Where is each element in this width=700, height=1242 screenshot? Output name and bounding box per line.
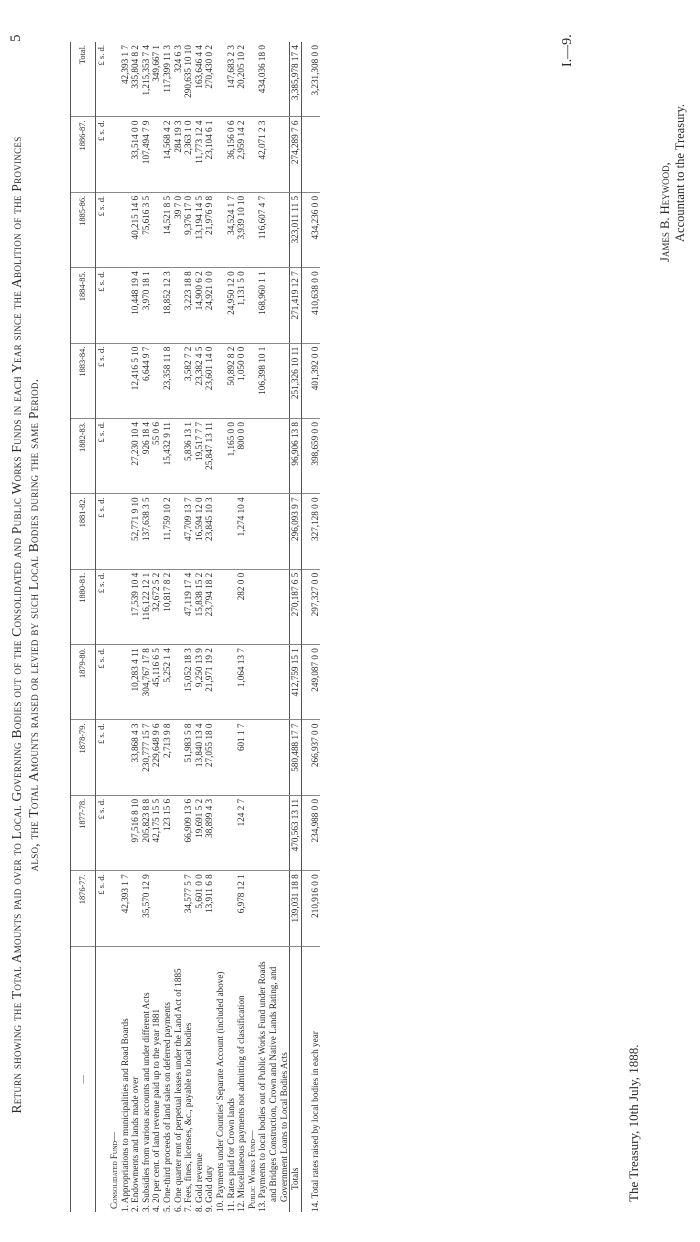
value-cell [257,720,289,795]
rates-label: 14. Total rates raised by local bodies in each year [309,1031,320,1212]
column-header: 1880-81. [71,569,96,644]
value-cell [173,418,184,493]
value-cell: 926 18 4 [141,418,152,493]
table-row [120,42,131,1212]
units-cell: £ s. d. [96,268,110,343]
value-cell: 19,691 5 2 [194,795,205,870]
rates-cell: 210,916 0 0 [301,871,320,946]
section-public-works: Public Works Fund— [246,1130,257,1209]
total-cell: 251,326 10 11 [290,343,302,418]
value-cell: 116,122 12 1 [141,569,152,644]
value-cell: 800 0 0 [236,418,247,493]
units-cell: £ s. d. [96,871,110,946]
units-cell: £ s. d. [96,343,110,418]
value-cell: 15,052 18 3 [183,645,194,720]
rates-cell: 234,988 0 0 [301,795,320,870]
value-cell: 601 1 7 [236,720,247,795]
table-row [151,42,162,1212]
value-cell: 10,817 8 2 [162,569,173,644]
value-cell [215,268,226,343]
rates-cell: 410,638 0 0 [301,268,320,343]
totals-label: Totals [290,946,302,1212]
value-cell: 2,363 1 0 [183,117,194,192]
value-cell [226,720,237,795]
column-header: 1878-79. [71,720,96,795]
value-cell: 24,921 0 0 [204,268,215,343]
value-cell: 116,607 4 7 [257,192,289,267]
blank-cell [247,42,258,117]
value-cell: 75,616 3 5 [141,192,152,267]
value-cell [215,42,226,117]
units-cell: £ s. d. [96,192,110,267]
value-cell: 15,432 9 11 [162,418,173,493]
value-cell [215,117,226,192]
value-cell: 42,175 15 5 [151,795,162,870]
value-cell: 14,568 4 2 [162,117,173,192]
units-cell: £ s. d. [96,569,110,644]
value-cell: 51,983 5 8 [183,720,194,795]
value-cell [226,494,237,569]
value-cell [257,645,289,720]
value-cell: 19,517 7 7 [194,418,205,493]
value-cell: 117,399 11 3 [162,42,173,117]
units-cell: £ s. d. [96,645,110,720]
value-cell: 124 2 7 [236,795,247,870]
value-cell [257,494,289,569]
value-cell [173,795,184,870]
totals-row [290,42,302,1212]
value-cell [151,871,162,946]
value-cell: 34,524 1 7 [226,192,237,267]
page-number: 5 [8,34,24,42]
table-row [226,42,237,1212]
blank-cell [247,343,258,418]
units-row [96,42,110,1212]
value-cell: 38,899 4 3 [204,795,215,870]
rates-row [301,42,320,1212]
value-cell [120,268,131,343]
blank-cell [109,268,120,343]
value-cell [151,117,162,192]
value-cell: 1,050 0 0 [236,343,247,418]
value-cell: 107,494 7 9 [141,117,152,192]
value-cell: 147,683 2 3 [226,42,237,117]
value-cell: 25,847 13 11 [204,418,215,493]
row-label: 10. Payments under Counties' Separate Account (included above) [214,971,225,1212]
units-cell: £ s. d. [96,418,110,493]
value-cell: 3,970 18 1 [141,268,152,343]
units-spacer [96,946,110,1212]
value-cell [215,720,226,795]
value-cell [257,871,289,946]
rates-cell: 249,087 0 0 [301,645,320,720]
value-cell: 106,398 10 1 [257,343,289,418]
value-cell [173,720,184,795]
units-cell: £ s. d. [96,494,110,569]
table-row [204,42,215,1212]
rates-cell [301,117,320,192]
title-line-2: also, the Total Amounts raised or levied by such Local Bodies during the same Period. [26,378,41,872]
value-cell: 282 0 0 [236,569,247,644]
row-label: 7. Fees, fines, licenses, &c., payable to local bodies [183,1022,194,1212]
total-cell: 296,093 9 7 [290,494,302,569]
value-cell: 434,036 18 0 [257,42,289,117]
value-cell [120,795,131,870]
table-row [215,42,226,1212]
row-label: 1. Appropriations to municipalities and Road Boards [119,1018,130,1212]
value-cell [173,494,184,569]
value-cell: 349,667 1 [151,42,162,117]
value-cell: 3,582 7 2 [183,343,194,418]
value-cell: 290,635 10 10 [183,42,194,117]
value-cell: 47,709 13 7 [183,494,194,569]
value-cell: 13,840 13 4 [194,720,205,795]
value-cell [151,268,162,343]
blank-cell [109,795,120,870]
value-cell [120,720,131,795]
value-cell [120,117,131,192]
value-cell [173,268,184,343]
blank-cell [109,720,120,795]
value-cell [120,494,131,569]
value-cell: 205,823 8 8 [141,795,152,870]
value-cell: 42,071 2 3 [257,117,289,192]
value-cell: 42,393 1 7 [120,42,131,117]
value-cell [215,418,226,493]
table-row [257,42,289,1212]
value-cell: 20,205 10 2 [236,42,247,117]
blank-cell [109,42,120,117]
value-cell: 230,777 15 7 [141,720,152,795]
value-cell: 10,448 19 4 [130,268,141,343]
blank-cell [109,871,120,946]
value-cell [120,645,131,720]
value-cell [215,871,226,946]
value-cell: 36,156 0 6 [226,117,237,192]
value-cell: 39 7 0 [173,192,184,267]
value-cell: 2,959 14 2 [236,117,247,192]
value-cell: 55 0 6 [151,418,162,493]
value-cell: 27,055 18 0 [204,720,215,795]
value-cell: 21,971 19 2 [204,645,215,720]
total-cell: 412,759 15 1 [290,645,302,720]
rates-cell: 434,236 0 0 [301,192,320,267]
value-cell: 97,516 8 10 [130,795,141,870]
value-cell: 168,960 1 1 [257,268,289,343]
blank-cell [247,418,258,493]
blank-cell [247,871,258,946]
value-cell [257,418,289,493]
blank-cell [247,720,258,795]
total-cell: 270,187 6 5 [290,569,302,644]
signatory-title: Accountant to the Treasury. [673,103,687,242]
column-header: Total. [71,42,96,117]
blank-cell [109,192,120,267]
value-cell: 2,713 9 8 [162,720,173,795]
value-cell: 11,773 12 4 [194,117,205,192]
value-cell: 23,104 6 1 [204,117,215,192]
value-cell: 45,116 6 5 [151,645,162,720]
value-cell: 50,892 8 2 [226,343,237,418]
value-cell: 42,393 1 7 [120,871,131,946]
value-cell: 163,646 4 4 [194,42,205,117]
row-label: 12. Miscellaneous payments not admitting of classification [236,995,247,1212]
value-cell [173,569,184,644]
blank-cell [247,494,258,569]
value-cell: 335,804 8 2 [130,42,141,117]
value-cell: 15,838 15 2 [194,569,205,644]
blank-cell [247,645,258,720]
column-header: 1884-85. [71,268,96,343]
blank-cell [109,569,120,644]
value-cell: 34,577 5 7 [183,871,194,946]
signature-block [658,104,688,282]
total-cell: 274,289 7 6 [290,117,302,192]
blank-cell [247,268,258,343]
value-cell: 9,250 13 9 [194,645,205,720]
value-cell: 9,376 17 0 [183,192,194,267]
value-cell [120,192,131,267]
value-cell [173,343,184,418]
section-row [109,42,120,1212]
blank-cell [247,569,258,644]
value-cell: 23,358 11 8 [162,343,173,418]
value-cell: 1,064 13 7 [236,645,247,720]
row-label: 2. Endowments and lands made over [130,1076,141,1212]
row-label: 11. Rates paid for Crown lands [225,1098,236,1212]
units-cell: £ s. d. [96,42,110,117]
value-cell [173,645,184,720]
value-cell: 33,514 0 0 [130,117,141,192]
value-cell [120,569,131,644]
table-row [194,42,205,1212]
value-cell [151,343,162,418]
column-header: 1886-87. [71,117,96,192]
row-label: 8. Gold revenue [193,1153,204,1212]
table-row [141,42,152,1212]
value-cell: 6,978 12 1 [236,871,247,946]
table-row [130,42,141,1212]
value-cell [151,494,162,569]
units-cell: £ s. d. [96,720,110,795]
blank-cell [109,494,120,569]
value-cell: 23,382 4 5 [194,343,205,418]
value-cell: 229,648 9 6 [151,720,162,795]
blank-cell [109,418,120,493]
value-cell: 3,223 18 8 [183,268,194,343]
value-cell [151,192,162,267]
table-row [183,42,194,1212]
value-cell: 21,976 9 8 [204,192,215,267]
row-label: 13. Payments to local bodies out of Public Works Fund under Roads and Bridges Construction, Crown and Native Lands Rating, and Government Loans to Local Bodies Acts [257,961,289,1212]
value-cell: 66,909 13 6 [183,795,194,870]
column-header: 1879-80. [71,645,96,720]
rates-cell: 401,392 0 0 [301,343,320,418]
value-cell: 1,274 10 4 [236,494,247,569]
signatory-name: James B. Heywood, [658,162,672,262]
blank-cell [247,117,258,192]
value-cell [257,795,289,870]
value-cell: 32,672 5 2 [151,569,162,644]
value-cell: 3,939 10 10 [236,192,247,267]
column-header: 1882-83. [71,418,96,493]
page-title [8,40,42,1210]
value-cell: 18,852 12 3 [162,268,173,343]
section-consolidated: Consolidated Fund— [109,1132,119,1209]
column-header: 1876-77. [71,871,96,946]
value-cell [226,569,237,644]
value-cell: 324 6 3 [173,42,184,117]
column-header: 1877-78. [71,795,96,870]
rates-cell: 297,327 0 0 [301,569,320,644]
row-label: 4. 20 per cent. of land revenue paid up to the year 1881 [151,1008,162,1212]
value-cell: 11,759 10 2 [162,494,173,569]
value-cell [226,871,237,946]
value-cell [162,871,173,946]
value-cell [215,494,226,569]
rates-cell: 3,231,308 0 0 [301,42,320,117]
value-cell: 16,594 12 0 [194,494,205,569]
row-label: 6. One quarter rent of perpetual leases under the Land Act of 1885 [172,968,183,1212]
value-cell: 5,836 13 1 [183,418,194,493]
value-cell: 27,230 10 4 [130,418,141,493]
value-cell [257,569,289,644]
value-cell: 13,194 14 5 [194,192,205,267]
value-cell: 5,252 1 4 [162,645,173,720]
value-cell [226,645,237,720]
value-cell: 1,165 0 0 [226,418,237,493]
row-label: 9. Gold duty [204,1165,215,1212]
column-header: 1883-84. [71,343,96,418]
value-cell: 35,570 12 9 [141,871,152,946]
value-cell [226,795,237,870]
value-cell: 10,283 4 11 [130,645,141,720]
value-cell: 1,131 5 0 [236,268,247,343]
value-cell: 23,794 18 2 [204,569,215,644]
value-cell: 52,771 9 10 [130,494,141,569]
total-cell: 271,419 12 7 [290,268,302,343]
title-line-1: Return showing the Total Amounts paid over to Local Governing Bodies out of the Consolidated and Public Works Funds in each Year since the Abolition of the Provinces [9,136,24,1114]
value-cell: 14,900 6 2 [194,268,205,343]
total-cell: 470,563 13 11 [290,795,302,870]
report-number: I.—9. [560,34,575,67]
rates-cell: 327,128 0 0 [301,494,320,569]
value-cell [215,645,226,720]
total-cell: 3,385,978 17 4 [290,42,302,117]
blank-cell [109,343,120,418]
blank-cell [109,117,120,192]
value-cell: 24,950 12 0 [226,268,237,343]
row-label: 3. Subsidies from various accounts and under different Acts [140,992,151,1212]
value-cell: 270,430 0 2 [204,42,215,117]
rates-cell: 266,937 0 0 [301,720,320,795]
value-cell [215,795,226,870]
total-cell: 323,011 11 5 [290,192,302,267]
value-cell [173,871,184,946]
value-cell [215,192,226,267]
value-cell: 5,601 0 0 [194,871,205,946]
value-cell: 13,911 6 8 [204,871,215,946]
rates-cell: 398,659 0 0 [301,418,320,493]
value-cell [120,343,131,418]
return-table [70,42,320,1212]
units-cell: £ s. d. [96,117,110,192]
total-cell: 96,906 13 8 [290,418,302,493]
value-cell: 123 15 6 [162,795,173,870]
date-line: The Treasury, 10th July, 1888. [626,1044,641,1202]
blank-cell [109,645,120,720]
value-cell: 23,845 10 3 [204,494,215,569]
table-row [162,42,173,1212]
table-header-row [71,42,96,1212]
total-cell: 580,488 17 7 [290,720,302,795]
table-row [236,42,247,1212]
value-cell [130,871,141,946]
blank-cell [247,795,258,870]
value-cell: 47,119 17 4 [183,569,194,644]
column-header: 1881-82. [71,494,96,569]
total-cell: 139,031 18 8 [290,871,302,946]
value-cell: 1,215,353 7 4 [141,42,152,117]
value-cell: 33,868 4 3 [130,720,141,795]
section-row [247,42,258,1212]
value-cell: 284 19 3 [173,117,184,192]
value-cell: 14,521 8 5 [162,192,173,267]
description-header: — [71,946,96,1212]
value-cell: 304,767 17 8 [141,645,152,720]
column-header: 1885-86. [71,192,96,267]
value-cell: 17,539 10 4 [130,569,141,644]
value-cell: 6,644 9 7 [141,343,152,418]
value-cell: 12,416 5 10 [130,343,141,418]
value-cell: 23,601 14 0 [204,343,215,418]
row-label: 5. One-third proceeds of land sales on deferred payments [161,1002,172,1212]
units-cell: £ s. d. [96,795,110,870]
value-cell [215,569,226,644]
blank-cell [247,192,258,267]
table-row [173,42,184,1212]
value-cell: 40,215 14 6 [130,192,141,267]
value-cell [120,418,131,493]
value-cell: 137,638 3 5 [141,494,152,569]
value-cell [215,343,226,418]
